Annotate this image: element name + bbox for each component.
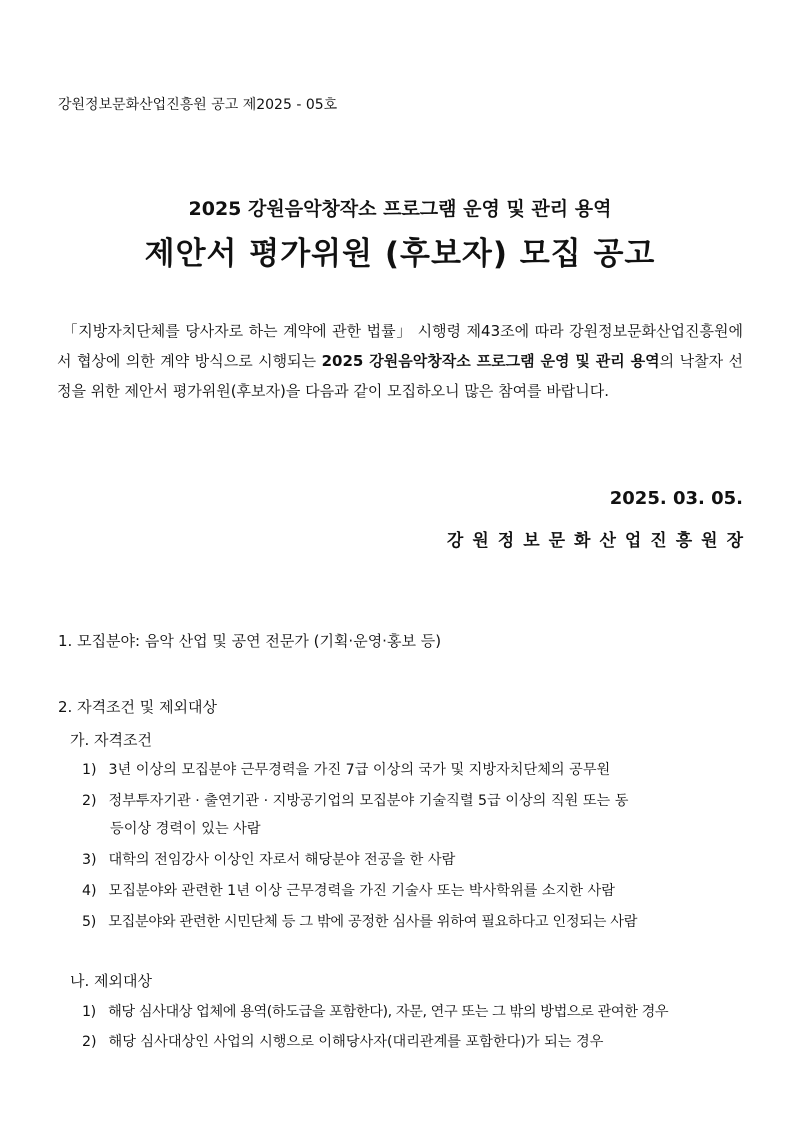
- intro-text-2: 의 낙찰자 선정을 위한 제안서 평가위원(후보자)을 다음과 같이 모집하오니 많은 참여를 바랍니다.: [57, 352, 744, 400]
- item-number: 1): [82, 762, 97, 778]
- item-number: 4): [82, 883, 97, 899]
- notice-date: 2025. 03. 05.: [609, 488, 743, 509]
- item-text: 해당 심사대상 업체에 용역(하도급을 포함한다), 자문, 연구 또는 그 밖의 방법으로 관여한 경우: [108, 1004, 669, 1020]
- qualification-item: [82, 846, 744, 874]
- item-text: 대학의 전임강사 이상인 자로서 해당분야 전공을 한 사람: [108, 852, 456, 868]
- item-number: 2): [82, 1034, 97, 1050]
- qualification-item: [82, 877, 744, 905]
- qualification-item: [82, 787, 744, 843]
- title-line-2: 제안서 평가위원 (후보자) 모집 공고: [144, 236, 656, 272]
- exclusion-item: [82, 998, 744, 1026]
- item-number: 2): [82, 793, 97, 809]
- section-qualifications-title: 2. 자격조건 및 제외대상: [58, 698, 218, 716]
- item-text: 정부투자기관 · 출연기관 · 지방공기업의 모집분야 기술직렬 5급 이상의 직원 또는 동: [108, 793, 629, 809]
- item-number: 5): [82, 914, 96, 930]
- intro-paragraph: [57, 316, 743, 406]
- item-text: 3년 이상의 모집분야 근무경력을 가진 7급 이상의 국가 및 지방자치단체의 공무원: [108, 762, 611, 778]
- intro-text-1: 「지방자치단체를 당사자로 하는 계약에 관한 법률」 시행령 제43조에 따라 강원정보문화산업진흥원에서 협상에 의한 계약 방식으로 시행되는: [57, 322, 743, 370]
- section-recruitment-field: 1. 모집분야: 음악 산업 및 공연 전문가 (기획·운영·홍보 등): [58, 632, 442, 650]
- qualifications-subtitle: 가. 자격조건: [70, 731, 152, 749]
- item-number: 1): [82, 1004, 96, 1020]
- exclusions-subtitle: 나. 제외대상: [70, 972, 152, 990]
- item-text: 모집분야와 관련한 시민단체 등 그 밖에 공정한 심사를 위하여 필요하다고 인정되는 사람: [108, 914, 638, 930]
- exclusion-item: [82, 1028, 744, 1056]
- item-text-continued: 등이상 경력이 있는 사람: [110, 821, 261, 837]
- qualification-item: [82, 756, 744, 784]
- item-text: 해당 심사대상인 사업의 시행으로 이해당사자(대리관계를 포함한다)가 되는 경우: [108, 1034, 604, 1050]
- item-number: 3): [82, 852, 97, 868]
- notice-number: 강원정보문화산업진흥원 공고 제2025 - 05호: [58, 97, 338, 113]
- title-line-1: 2025 강원음악창작소 프로그램 운영 및 관리 용역: [188, 198, 612, 220]
- qualification-item: [82, 908, 744, 936]
- intro-project-name: 2025 강원음악창작소 프로그램 운영 및 관리 용역: [321, 352, 660, 370]
- organization-name: 강원정보문화산업진흥원장: [446, 531, 752, 551]
- item-text: 모집분야와 관련한 1년 이상 근무경력을 가진 기술사 또는 박사학위를 소지한 사람: [108, 883, 615, 899]
